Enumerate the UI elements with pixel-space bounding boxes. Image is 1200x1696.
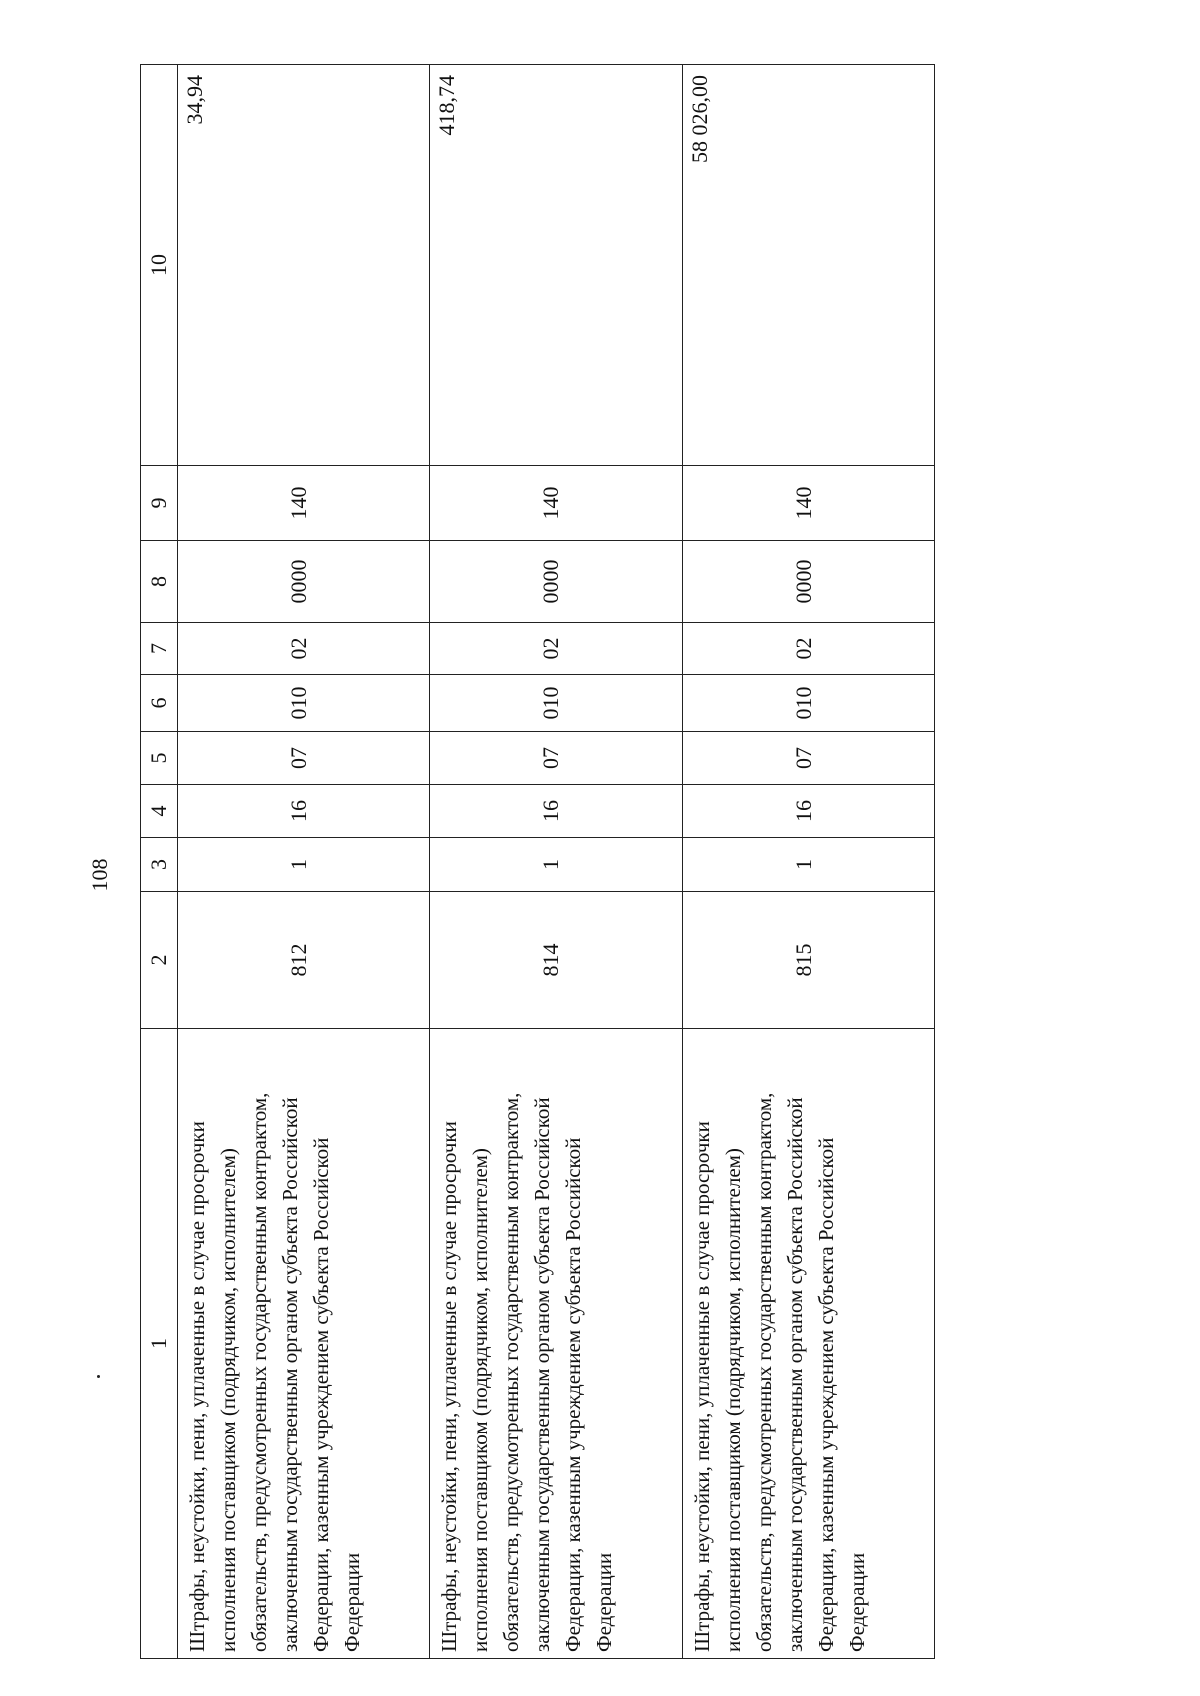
amount-cell xyxy=(430,65,682,466)
col-header-7: 7 xyxy=(141,623,178,675)
code-subarticle: 010 xyxy=(430,675,682,732)
admin-code: 814 xyxy=(430,892,682,1029)
amount-value: 418,74 xyxy=(434,75,460,136)
col-header-3: 3 xyxy=(141,838,178,892)
admin-code: 812 xyxy=(178,892,430,1029)
col-header-5: 5 xyxy=(141,732,178,785)
code-program: 0000 xyxy=(178,541,430,623)
admin-code: 815 xyxy=(682,892,934,1029)
code-element: 02 xyxy=(682,623,934,675)
rotated-table-wrapper xyxy=(140,65,935,1659)
row-description: Штрафы, неустойки, пени, уплаченные в случае просрочки исполнения поставщиком (подрядчиком, исполнителем) обязательств, предусмотренных государственным контрактом, заключенным государственным органом субъекта Российской Федерации, казенным учреждением субъекта Российской Федерации xyxy=(682,1029,934,1659)
code-program: 0000 xyxy=(682,541,934,623)
code-group: 1 xyxy=(178,838,430,892)
code-subarticle: 010 xyxy=(178,675,430,732)
table-row xyxy=(178,65,430,1659)
row-description: Штрафы, неустойки, пени, уплаченные в случае просрочки исполнения поставщиком (подрядчиком, исполнителем) обязательств, предусмотренных государственным контрактом, заключенным государственным органом субъекта Российской Федерации, казенным учреждением субъекта Российской Федерации xyxy=(430,1029,682,1659)
col-header-4: 4 xyxy=(141,785,178,838)
code-subgroup: 16 xyxy=(178,785,430,838)
code-group: 1 xyxy=(682,838,934,892)
amount-value: 58 026,00 xyxy=(686,75,712,163)
code-article: 07 xyxy=(682,732,934,785)
table-row xyxy=(682,65,934,1659)
col-header-9: 9 xyxy=(141,466,178,541)
column-number-row xyxy=(141,65,178,1659)
code-element: 02 xyxy=(430,623,682,675)
code-subarticle: 010 xyxy=(682,675,934,732)
code-article: 07 xyxy=(178,732,430,785)
code-article: 07 xyxy=(430,732,682,785)
scan-speck xyxy=(97,1375,100,1378)
code-classification: 140 xyxy=(430,466,682,541)
table-row xyxy=(430,65,682,1659)
code-group: 1 xyxy=(430,838,682,892)
col-header-6: 6 xyxy=(141,675,178,732)
code-subgroup: 16 xyxy=(430,785,682,838)
amount-value: 34,94 xyxy=(182,75,207,125)
code-classification: 140 xyxy=(682,466,934,541)
budget-table xyxy=(140,64,935,1659)
row-description: Штрафы, неустойки, пени, уплаченные в случае просрочки исполнения поставщиком (подрядчиком, исполнителем) обязательств, предусмотренных государственным контрактом, заключенным государственным органом субъекта Российской Федерации, казенным учреждением субъекта Российской Федерации xyxy=(178,1029,430,1659)
page-number: 108 xyxy=(87,858,112,892)
code-classification: 140 xyxy=(178,466,430,541)
amount-cell xyxy=(178,65,430,466)
code-element: 02 xyxy=(178,623,430,675)
code-subgroup: 16 xyxy=(682,785,934,838)
col-header-10: 10 xyxy=(141,65,178,466)
col-header-8: 8 xyxy=(141,541,178,623)
col-header-1: 1 xyxy=(141,1029,178,1659)
col-header-2: 2 xyxy=(141,892,178,1029)
amount-cell xyxy=(682,65,934,466)
code-program: 0000 xyxy=(430,541,682,623)
rotated-sheet xyxy=(140,65,935,1659)
